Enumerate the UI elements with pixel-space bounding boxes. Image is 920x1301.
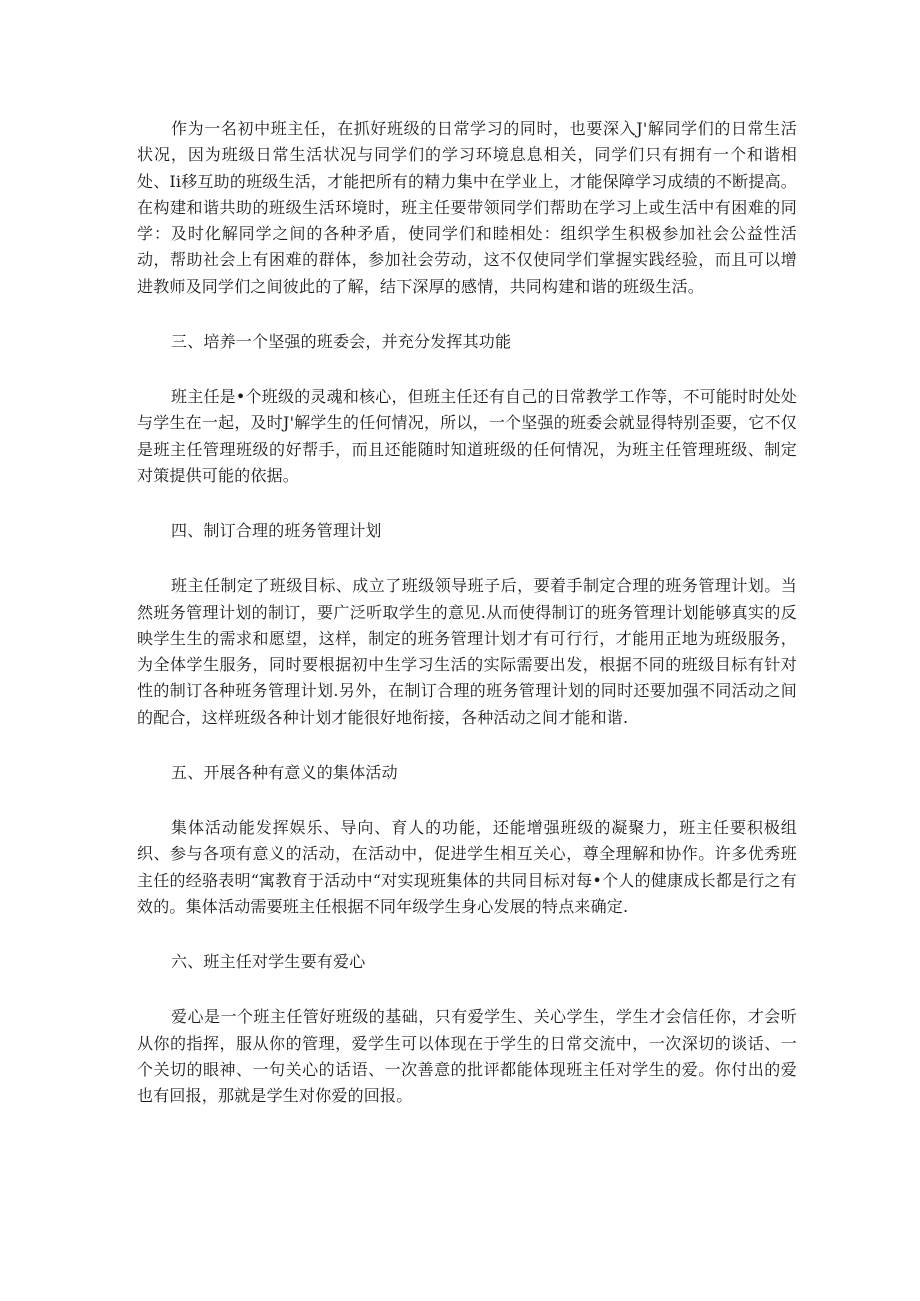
section-heading-5: 五、开展各种有意义的集体活动 (171, 763, 398, 783)
paragraph-love-for-students: 爱心是一个班主任管好班级的基础，只有爱学生、关心学生，学生才会信任你，才会听从你的指挥，服从你的管理，爱学生可以体现在于学生的日常交流中，一次深切的谈话、一个关切的眼神、一句关心的话语、一次善意的批评都能体现班主任对学生的爱。你付出的爱也有回报，那就是学生对你爱的回报。 (137, 1007, 797, 1106)
document-page (137, 116, 797, 1138)
paragraph-group-activities: 集体活动能发挥娱乐、导向、育人的功能，还能增强班级的凝聚力，班主任要积极组织、参与各项有意义的活动，在活动中，促进学生相互关心，尊全理解和协作。许多优秀班主任的经骆表明“寓教育于活动中“对实现班集体的共同目标对每•个人的健康成长都是行之有效的。集体活动需要班主任根据不同年级学生身心发展的特点来确定. (137, 818, 797, 916)
paragraph-management-plan: 班主任制定了班级目标、成立了班级领导班子后，要着手制定合理的班务管理计划。当然班务管理计划的制订，要广泛听取学生的意见.从而使得制订的班务管理计划能够真实的反映学生生的需求和愿望，这样，制定的班务管理计划才有可行行，才能用正地为班级服务，为全体学生服务，同时要根据初中生学习生活的实际需要出发，根据不同的班级目标有针对性的制订各种班务管理计划.另外，在制订合理的班务管理计划的同时还要加强不同活动之间的配合，这样班级各种计划才能很好地衔接，各种活动之间才能和谐. (137, 576, 797, 727)
paragraph-class-life: 作为一名初中班主任，在抓好班级的日常学习的同时，也要深入J'解同学们的日常生活状况，因为班级日常生活状况与同学们的学习环境息息相关，同学们只有拥有一个和谐相处、Ii移互助的班级生活，才能把所有的精力集中在学业上，才能保障学习成绩的不断提高。在构建和谐共助的班级生活环境时，班主任要带领同学们帮助在学习上或生活中有困难的同学：及时化解同学之间的各种矛盾，使同学们和睦相处：组织学生积极参加社会公益性活动，帮助社会上有困难的群体，参加社会劳动，这不仅使同学们掌握实践经验，而且可以增进教师及同学们之间彼此的了解，结下深厚的感情，共同构建和谐的班级生活。 (137, 119, 797, 296)
section-heading-4: 四、制订合理的班务管理计划 (171, 521, 382, 541)
section-heading-3: 三、培养一个坚强的班委会，并充分发挥其功能 (171, 332, 512, 352)
paragraph-class-committee: 班主任是•个班级的灵魂和核心，但班主任还有自己的日常教学工作等，不可能时时处处与学生在一起，及时J'解学生的任何情况，所以，一个坚强的班委会就显得特别歪要，它不仅是班主任管理班级的好帮手，而且还能随时知道班级的任何情况，为班主任管理班级、制定对策提供可能的依据。 (137, 387, 797, 485)
section-heading-6: 六、班主任对学生要有爱心 (171, 952, 366, 972)
